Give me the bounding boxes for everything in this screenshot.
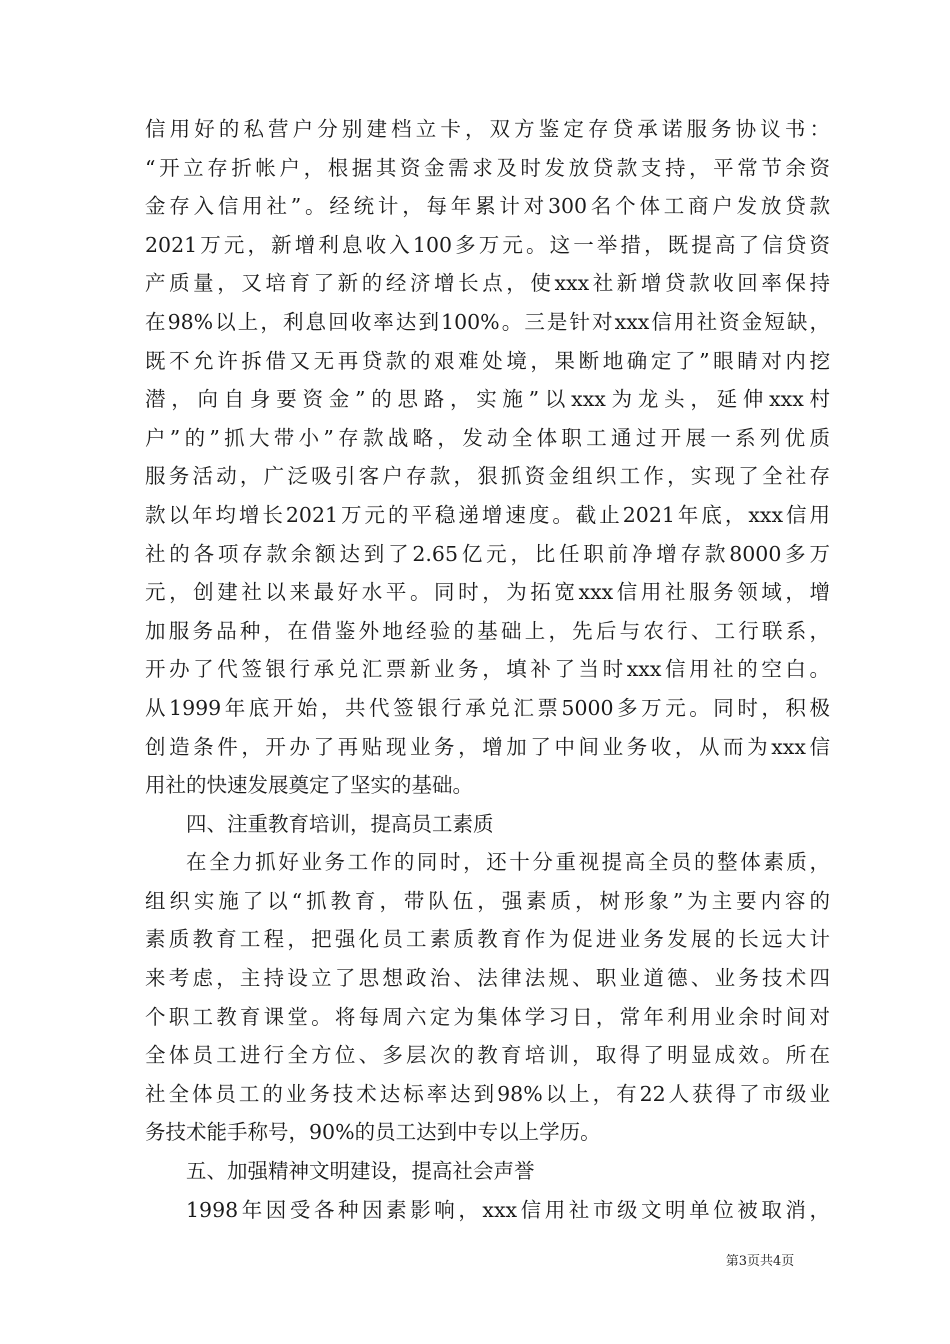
text-line: 元，创建社以来最好水平。同时，为拓宽xxx信用社服务领域，增 <box>145 580 830 605</box>
text-line: 户”的”抓大带小”存款战略，发动全体职工通过开展一系列优质 <box>145 425 830 450</box>
document-body <box>145 110 830 1229</box>
text-line: 社全体员工的业务技术达标率达到98%以上，有22人获得了市级业 <box>145 1081 830 1106</box>
text-line: 创造条件，开办了再贴现业务，增加了中间业务收，从而为xxx信 <box>145 734 830 759</box>
text-line: 全体员工进行全方位、多层次的教育培训，取得了明显成效。所在 <box>145 1043 830 1068</box>
text-line: “开立存折帐户，根据其资金需求及时发放贷款支持，平常节余资 <box>145 155 830 180</box>
text-line: 信用好的私营户分别建档立卡，双方鉴定存贷承诺服务协议书： <box>145 117 830 141</box>
text-line: 务技术能手称号，90%的员工达到中专以上学历。 <box>145 1120 601 1145</box>
text-line: 加服务品种，在借鉴外地经验的基础上，先后与农行、工行联系， <box>145 618 830 643</box>
text-line: 既不允许拆借又无再贷款的艰难处境，果断地确定了”眼睛对内挖 <box>145 348 830 373</box>
text-line: 组织实施了以“抓教育，带队伍，强素质，树形象”为主要内容的 <box>145 888 830 913</box>
paragraph-first-line: 1998年因受各种因素影响，xxx信用社市级文明单位被取消， <box>186 1197 830 1222</box>
text-line: 从1999年底开始，共代签银行承兑汇票5000多万元。同时，积极 <box>145 695 830 720</box>
text-line: 金存入信用社”。经统计，每年累计对300名个体工商户发放贷款 <box>145 194 830 219</box>
text-line: 2021万元，新增利息收入100多万元。这一举措，既提高了信贷资 <box>145 232 830 257</box>
text-line: 来考虑，主持设立了思想政治、法律法规、职业道德、业务技术四 <box>145 966 830 991</box>
page-number: 第3页共4页 <box>725 1254 795 1269</box>
section-heading: 五、加强精神文明建设，提高社会声誉 <box>186 1159 535 1184</box>
text-line: 素质教育工程，把强化员工素质教育作为促进业务发展的长远大计 <box>145 927 830 952</box>
text-line: 个职工教育课堂。将每周六定为集体学习日，常年利用业余时间对 <box>145 1004 830 1029</box>
text-line: 潜，向自身要资金”的思路，实施”以xxx为龙头，延伸xxx村 <box>145 387 830 412</box>
paragraph-first-line: 在全力抓好业务工作的同时，还十分重视提高全员的整体素质， <box>186 850 830 875</box>
text-line: 社的各项存款余额达到了2.65亿元，比任职前净增存款8000多万 <box>145 541 830 566</box>
text-line: 开办了代签银行承兑汇票新业务，填补了当时xxx信用社的空白。 <box>145 657 830 682</box>
section-heading: 四、注重教育培训，提高员工素质 <box>186 811 494 836</box>
text-line: 服务活动，广泛吸引客户存款，狠抓资金组织工作，实现了全社存 <box>145 464 830 489</box>
text-line: 用社的快速发展奠定了坚实的基础。 <box>145 773 473 798</box>
text-line: 款以年均增长2021万元的平稳递增速度。截止2021年底，xxx信用 <box>145 502 830 527</box>
text-line: 产质量，又培育了新的经济增长点，使xxx社新增贷款收回率保持 <box>145 271 830 296</box>
text-line: 在98%以上，利息回收率达到100%。三是针对xxx信用社资金短缺， <box>145 309 830 334</box>
